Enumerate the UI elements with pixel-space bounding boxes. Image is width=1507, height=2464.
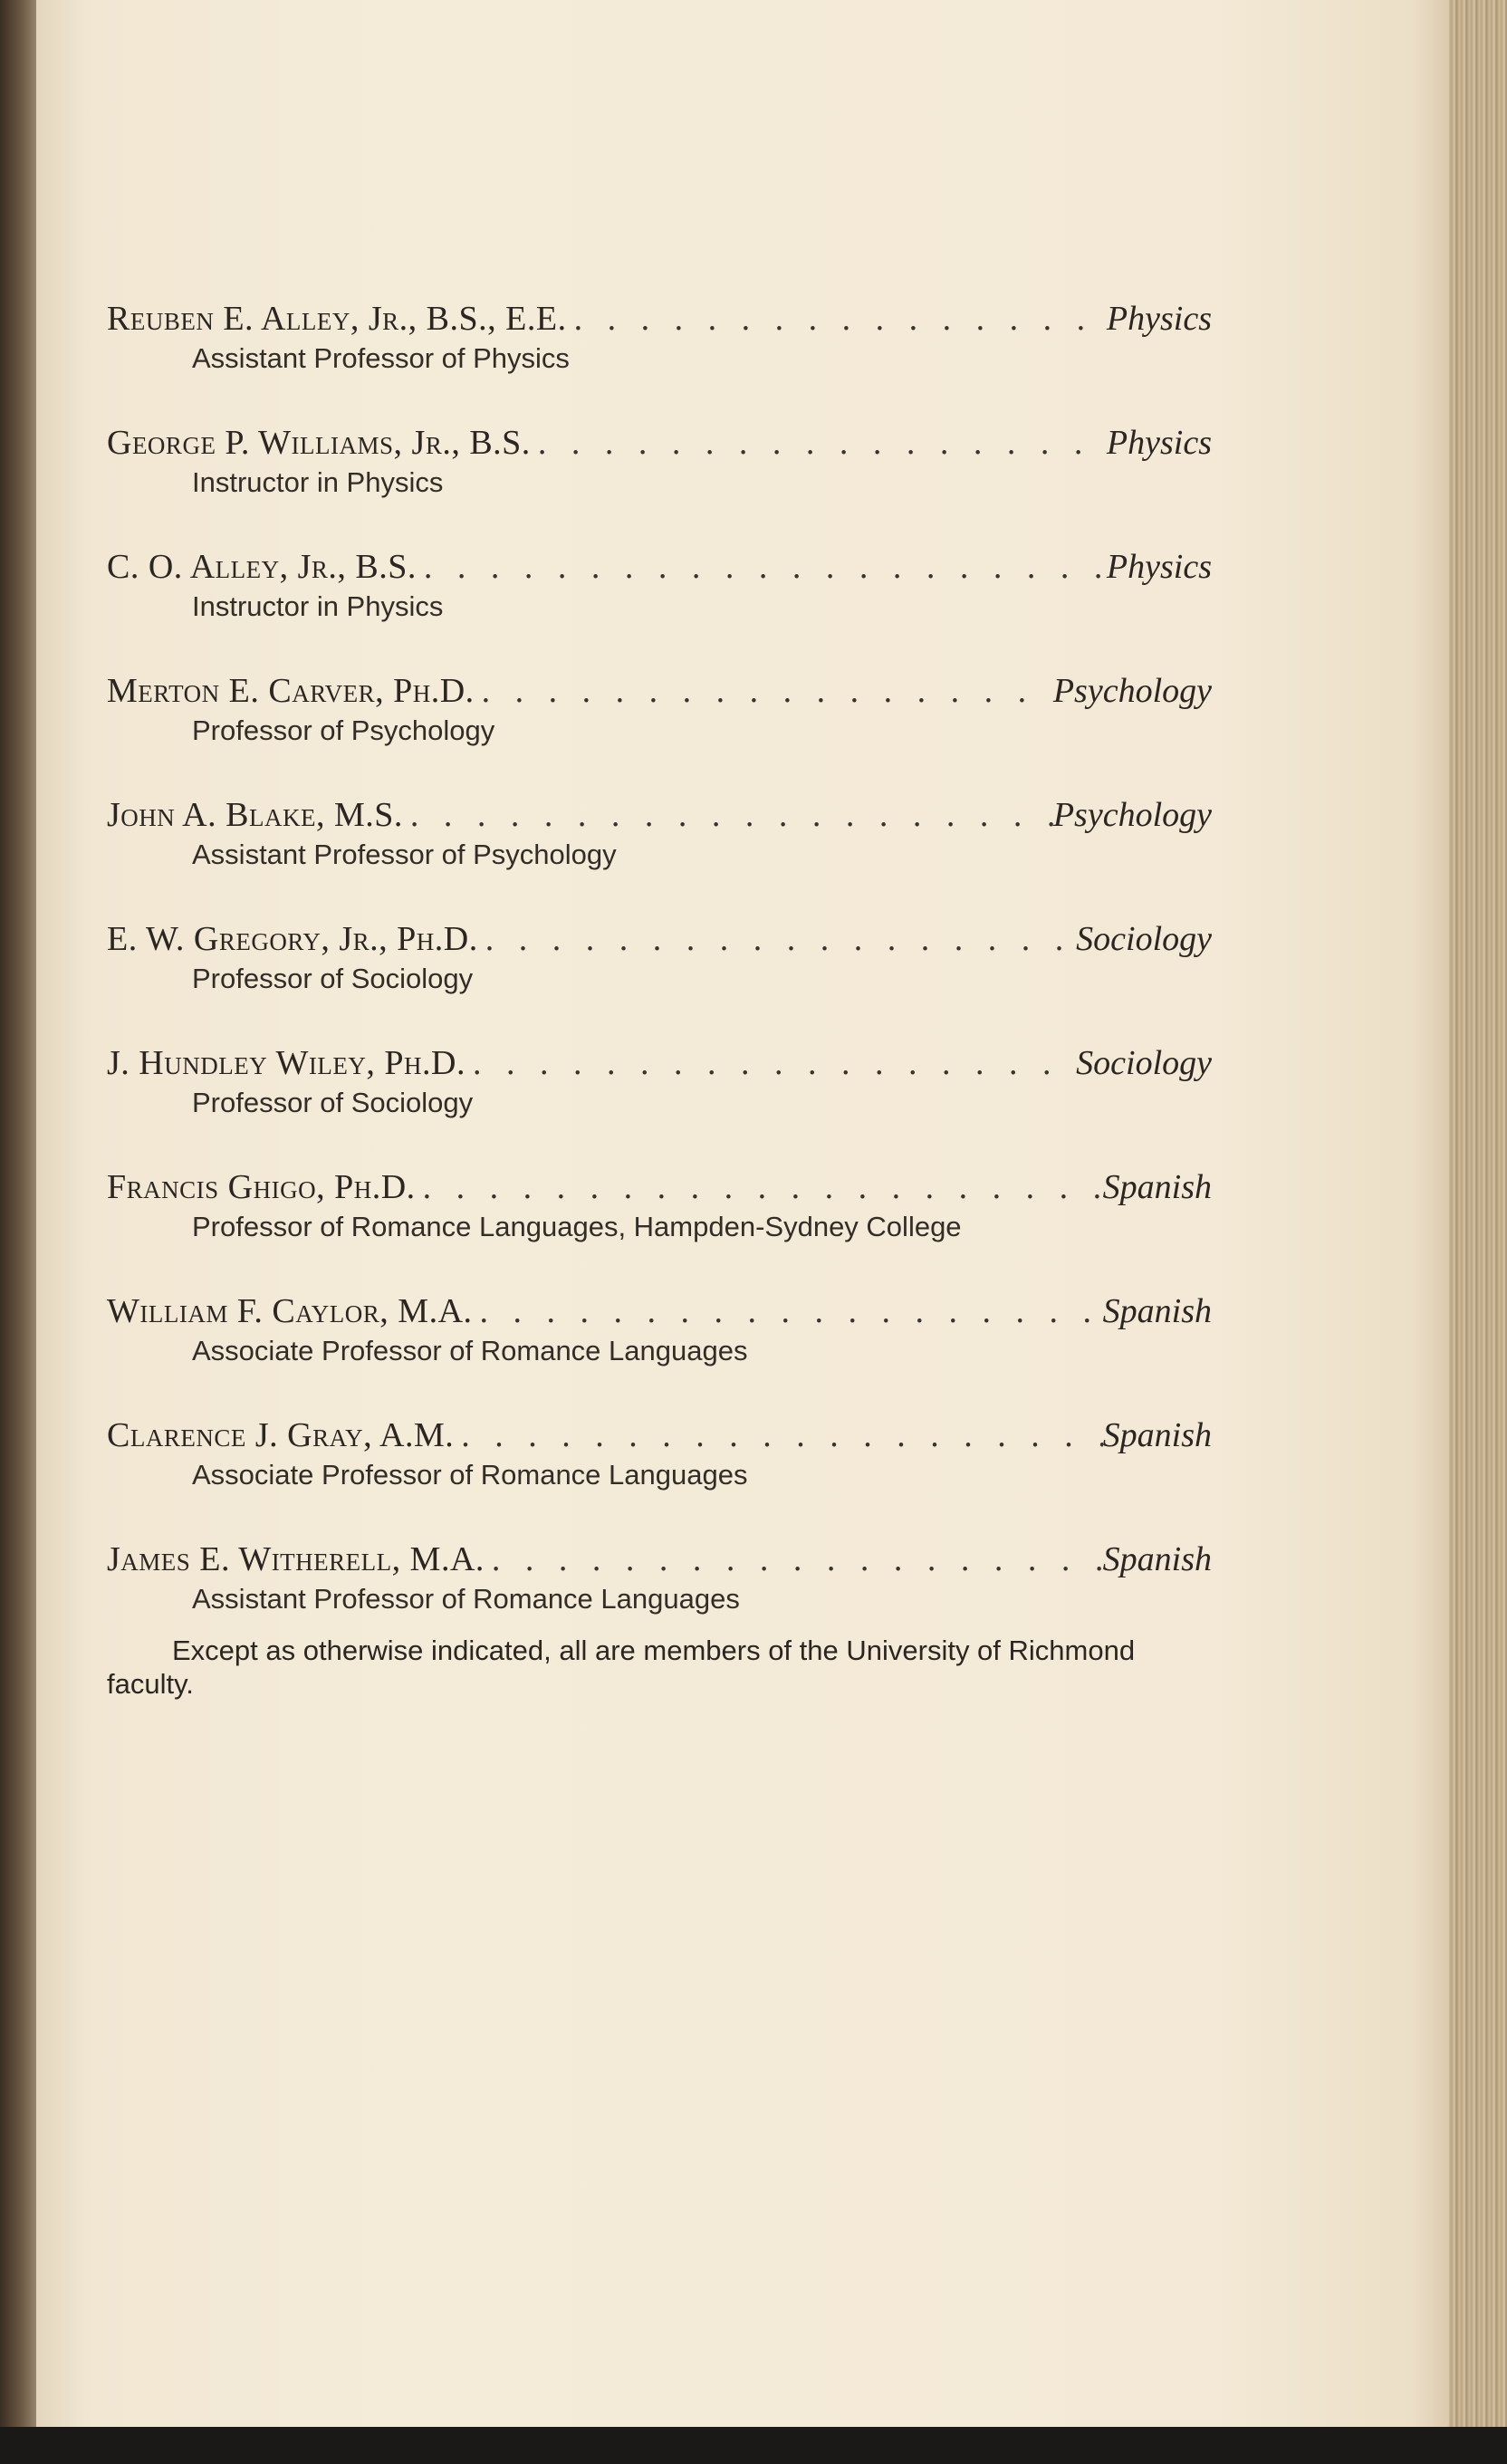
faculty-name: William F. Caylor, M.A. (107, 1292, 473, 1330)
faculty-entry (107, 299, 1212, 423)
department: Spanish (1102, 1416, 1212, 1454)
faculty-name: J. Hundley Wiley, Ph.D. (107, 1044, 466, 1082)
entry-heading (107, 547, 1212, 587)
department: Spanish (1102, 1168, 1212, 1206)
department: Psychology (1052, 672, 1212, 710)
entry-heading (107, 1539, 1212, 1579)
footnote: Except as otherwise indicated, all are members of the University of Richmond faculty. (107, 1635, 1136, 1700)
page-edges (1449, 0, 1507, 2445)
dot-leader (416, 1167, 1103, 1207)
entry-heading (107, 423, 1212, 463)
faculty-entry (107, 1167, 1212, 1291)
department: Physics (1106, 300, 1212, 338)
faculty-name: Reuben E. Alley, Jr., B.S., E.E. (107, 300, 567, 338)
faculty-name: James E. Witherell, M.A. (107, 1540, 485, 1578)
faculty-name: George P. Williams, Jr., B.S. (107, 424, 531, 462)
faculty-title: Professor of Sociology (192, 963, 474, 994)
faculty-entry (107, 1043, 1212, 1167)
faculty-name: John A. Blake, M.S. (107, 796, 403, 834)
faculty-entry (107, 547, 1212, 671)
faculty-name: C. O. Alley, Jr., B.S. (107, 548, 417, 586)
faculty-name: Merton E. Carver, Ph.D. (107, 672, 475, 710)
dot-leader (478, 919, 1076, 959)
department: Psychology (1052, 796, 1212, 834)
entry-heading (107, 671, 1212, 711)
faculty-name: E. W. Gregory, Jr., Ph.D. (107, 920, 478, 958)
dot-leader (567, 299, 1107, 339)
department: Physics (1106, 424, 1212, 462)
dot-leader (417, 547, 1107, 587)
department: Sociology (1076, 920, 1212, 958)
faculty-title: Associate Professor of Romance Languages (192, 1335, 748, 1366)
faculty-title: Professor of Romance Languages, Hampden-Sydney College (192, 1211, 962, 1242)
department: Sociology (1076, 1044, 1212, 1082)
faculty-entry (107, 1291, 1212, 1415)
dot-leader (466, 1043, 1076, 1083)
entry-heading (107, 919, 1212, 959)
faculty-title: Assistant Professor of Physics (192, 342, 570, 374)
faculty-entry (107, 919, 1212, 1043)
dot-leader (485, 1539, 1103, 1579)
department: Physics (1106, 548, 1212, 586)
dot-leader (403, 795, 1053, 835)
faculty-title: Instructor in Physics (192, 466, 444, 498)
department: Spanish (1102, 1540, 1212, 1578)
dot-leader (475, 671, 1053, 711)
faculty-name: Clarence J. Gray, A.M. (107, 1416, 455, 1454)
faculty-entry (107, 795, 1212, 919)
entry-heading (107, 1167, 1212, 1207)
faculty-entry (107, 671, 1212, 795)
faculty-list (107, 299, 1212, 1701)
faculty-title: Assistant Professor of Psychology (192, 839, 617, 870)
dot-leader (531, 423, 1107, 463)
entry-heading (107, 1043, 1212, 1083)
faculty-title: Assistant Professor of Romance Languages (192, 1583, 740, 1615)
entry-heading (107, 795, 1212, 835)
faculty-title: Instructor in Physics (192, 590, 444, 622)
entry-heading (107, 1291, 1212, 1331)
dot-leader (473, 1291, 1103, 1331)
scan-bottom-band (0, 2427, 1507, 2464)
entry-heading (107, 299, 1212, 339)
faculty-entry (107, 1415, 1212, 1539)
faculty-entry (107, 423, 1212, 547)
faculty-title: Associate Professor of Romance Languages (192, 1459, 748, 1491)
faculty-title: Professor of Sociology (192, 1087, 474, 1118)
entry-heading (107, 1415, 1212, 1455)
department: Spanish (1102, 1292, 1212, 1330)
faculty-title: Professor of Psychology (192, 714, 495, 746)
faculty-entry (107, 1539, 1212, 1617)
dot-leader (454, 1415, 1102, 1455)
faculty-name: Francis Ghigo, Ph.D. (107, 1168, 416, 1206)
